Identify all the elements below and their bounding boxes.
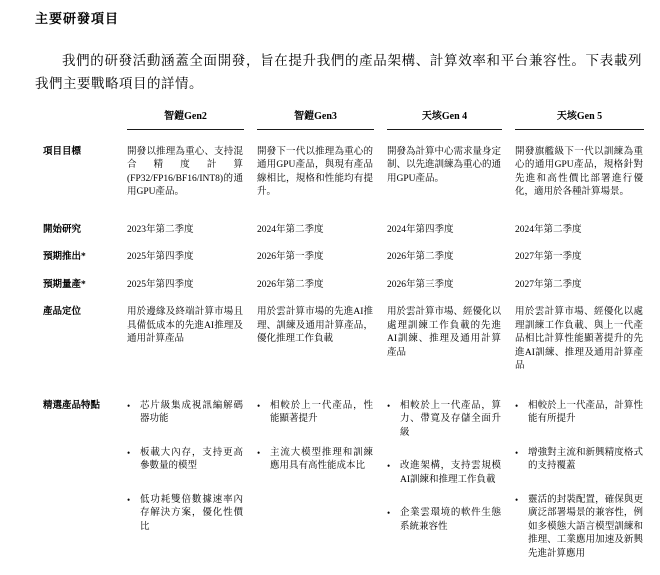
column-header-gen2 (127, 110, 257, 130)
table-cell: 用於雲計算市場、經優化以處理訓練工作負載的先進AI訓練、推理及通用計算產品 (387, 307, 502, 358)
table-cell: 2025年第四季度 (127, 279, 194, 290)
feature-bullet (515, 447, 643, 474)
row-label: 產品定位 (43, 307, 82, 317)
column-header-label: 天垓Gen 4 (387, 110, 502, 130)
bullet-icon: • (515, 447, 519, 458)
feature-bullet (387, 507, 501, 534)
feature-bullet (387, 460, 501, 487)
feature-text: 相較於上一代產品，算力、帶寬及存儲全面升級 (400, 400, 501, 438)
bullet-icon: • (127, 400, 131, 411)
feature-bullet (257, 400, 373, 427)
features-cell-gen2 (127, 400, 257, 562)
feature-bullet (127, 400, 243, 427)
bullet-icon: • (127, 447, 131, 458)
row-label: 項目目標 (43, 146, 82, 157)
table-row-objectives (43, 146, 642, 200)
table-cell: 2026年第二季度 (387, 252, 454, 262)
table-cell: 2027年第一季度 (515, 252, 582, 262)
table-cell: 用於邊緣及終端計算市場且具備低成本的先進AI推理及通用計算產品 (127, 307, 243, 344)
feature-text: 板載大內存，支持更高參數量的模型 (140, 447, 243, 471)
table-cell: 2024年第二季度 (257, 224, 324, 235)
table-row-product-positioning (43, 306, 642, 374)
feature-bullet (127, 447, 243, 474)
feature-text: 芯片級集成視訊編解碼器功能 (140, 400, 243, 424)
table-header-row (43, 110, 642, 130)
bullet-icon: • (515, 400, 519, 411)
features-cell-gen3 (257, 400, 387, 562)
table-cell: 開發為計算中心需求量身定制、以先進訓練為重心的通用GPU產品。 (387, 146, 502, 184)
intro-paragraph: 我們的研發活動涵蓋全面開發，旨在提升我們的產品架構、計算效率和平台兼容性。下表載列我們主要戰略項目的詳情。 (35, 53, 642, 91)
rd-projects-table (43, 110, 642, 561)
bullet-icon: • (515, 494, 519, 505)
table-cell: 2027年第二季度 (515, 279, 582, 290)
table-cell: 2026年第二季度 (257, 279, 324, 290)
feature-bullet (515, 400, 643, 427)
table-cell: 用於雲計算市場、經優化以處理訓練工作負載、與上一代產品相比計算性能顯著提升的先進AI訓練、推理及通用計算產品 (515, 307, 643, 371)
table-cell: 2025年第四季度 (127, 252, 194, 262)
table-cell: 2024年第二季度 (515, 224, 582, 235)
table-cell: 開發下一代以推理為重心的通用GPU產品，與現有產品線相比，規格和性能均有提升。 (257, 146, 373, 197)
feature-text: 相較於上一代產品，計算性能有所提升 (528, 400, 643, 424)
feature-bullet (257, 447, 373, 474)
column-header-gen4 (387, 110, 515, 130)
feature-text: 相較於上一代產品，性能顯著提升 (270, 400, 373, 424)
table-cell: 2026年第一季度 (257, 252, 324, 262)
header-spacer (43, 110, 127, 130)
table-cell: 開發旗艦級下一代以訓練為重心的通用GPU產品，規格針對先進和高性價比部署進行優化，適用於各種計算場景。 (515, 146, 643, 197)
column-header-gen5 (515, 110, 647, 130)
bullet-icon: • (387, 461, 391, 471)
feature-text: 改進架構，支持雲規模AI訓練和推理工作負載 (400, 461, 501, 485)
column-header-label: 智鎧Gen3 (257, 110, 374, 130)
feature-text: 增強對主流和新興精度格式的支持覆蓋 (528, 447, 643, 471)
row-label: 預期推出* (43, 252, 86, 262)
features-cell-gen5 (515, 400, 647, 562)
bullet-icon: • (387, 508, 391, 518)
table-row-expected-launch (43, 251, 642, 265)
feature-bullet (515, 494, 643, 562)
features-cell-gen4 (387, 400, 515, 562)
feature-text: 企業雲環境的軟件生態系統兼容性 (400, 508, 501, 532)
bullet-icon: • (387, 400, 391, 411)
table-cell: 用於雲計算市場的先進AI推理、訓練及通用計算產品，優化推理工作負載 (257, 307, 373, 344)
row-label: 預期量產* (43, 279, 86, 290)
table-cell: 2024年第四季度 (387, 224, 454, 235)
table-row-selected-features (43, 400, 642, 562)
bullet-icon: • (257, 447, 261, 458)
row-label: 開始研究 (43, 224, 82, 235)
feature-text: 靈活的封裝配置，確保與更廣泛部署場景的兼容性，例如多模態大語言模型訓練和推理、工業應用加速及新興先進計算應用 (528, 494, 643, 559)
table-row-research-start (43, 224, 642, 238)
table-row-expected-mass-production (43, 279, 642, 293)
page-title: 主要研發項目 (35, 11, 120, 26)
feature-bullet (127, 494, 243, 535)
feature-text: 低功耗雙倍數據速率內存解決方案，優化性價比 (140, 494, 243, 532)
column-header-label: 智鎧Gen2 (127, 110, 244, 130)
bullet-icon: • (127, 494, 131, 505)
bullet-icon: • (257, 400, 261, 411)
feature-text: 主流大模型推理和訓練應用具有高性能成本比 (270, 447, 373, 471)
feature-bullet (387, 400, 501, 441)
column-header-gen3 (257, 110, 387, 130)
table-cell: 2026年第三季度 (387, 279, 454, 290)
row-label: 精選產品特點 (43, 400, 101, 411)
column-header-label: 天垓Gen 5 (515, 110, 644, 130)
table-cell: 2023年第二季度 (127, 224, 194, 235)
table-cell: 開發以推理為重心、支持混合精度計算(FP32/FP16/BF16/INT8)的通用GPU產品。 (127, 146, 243, 197)
